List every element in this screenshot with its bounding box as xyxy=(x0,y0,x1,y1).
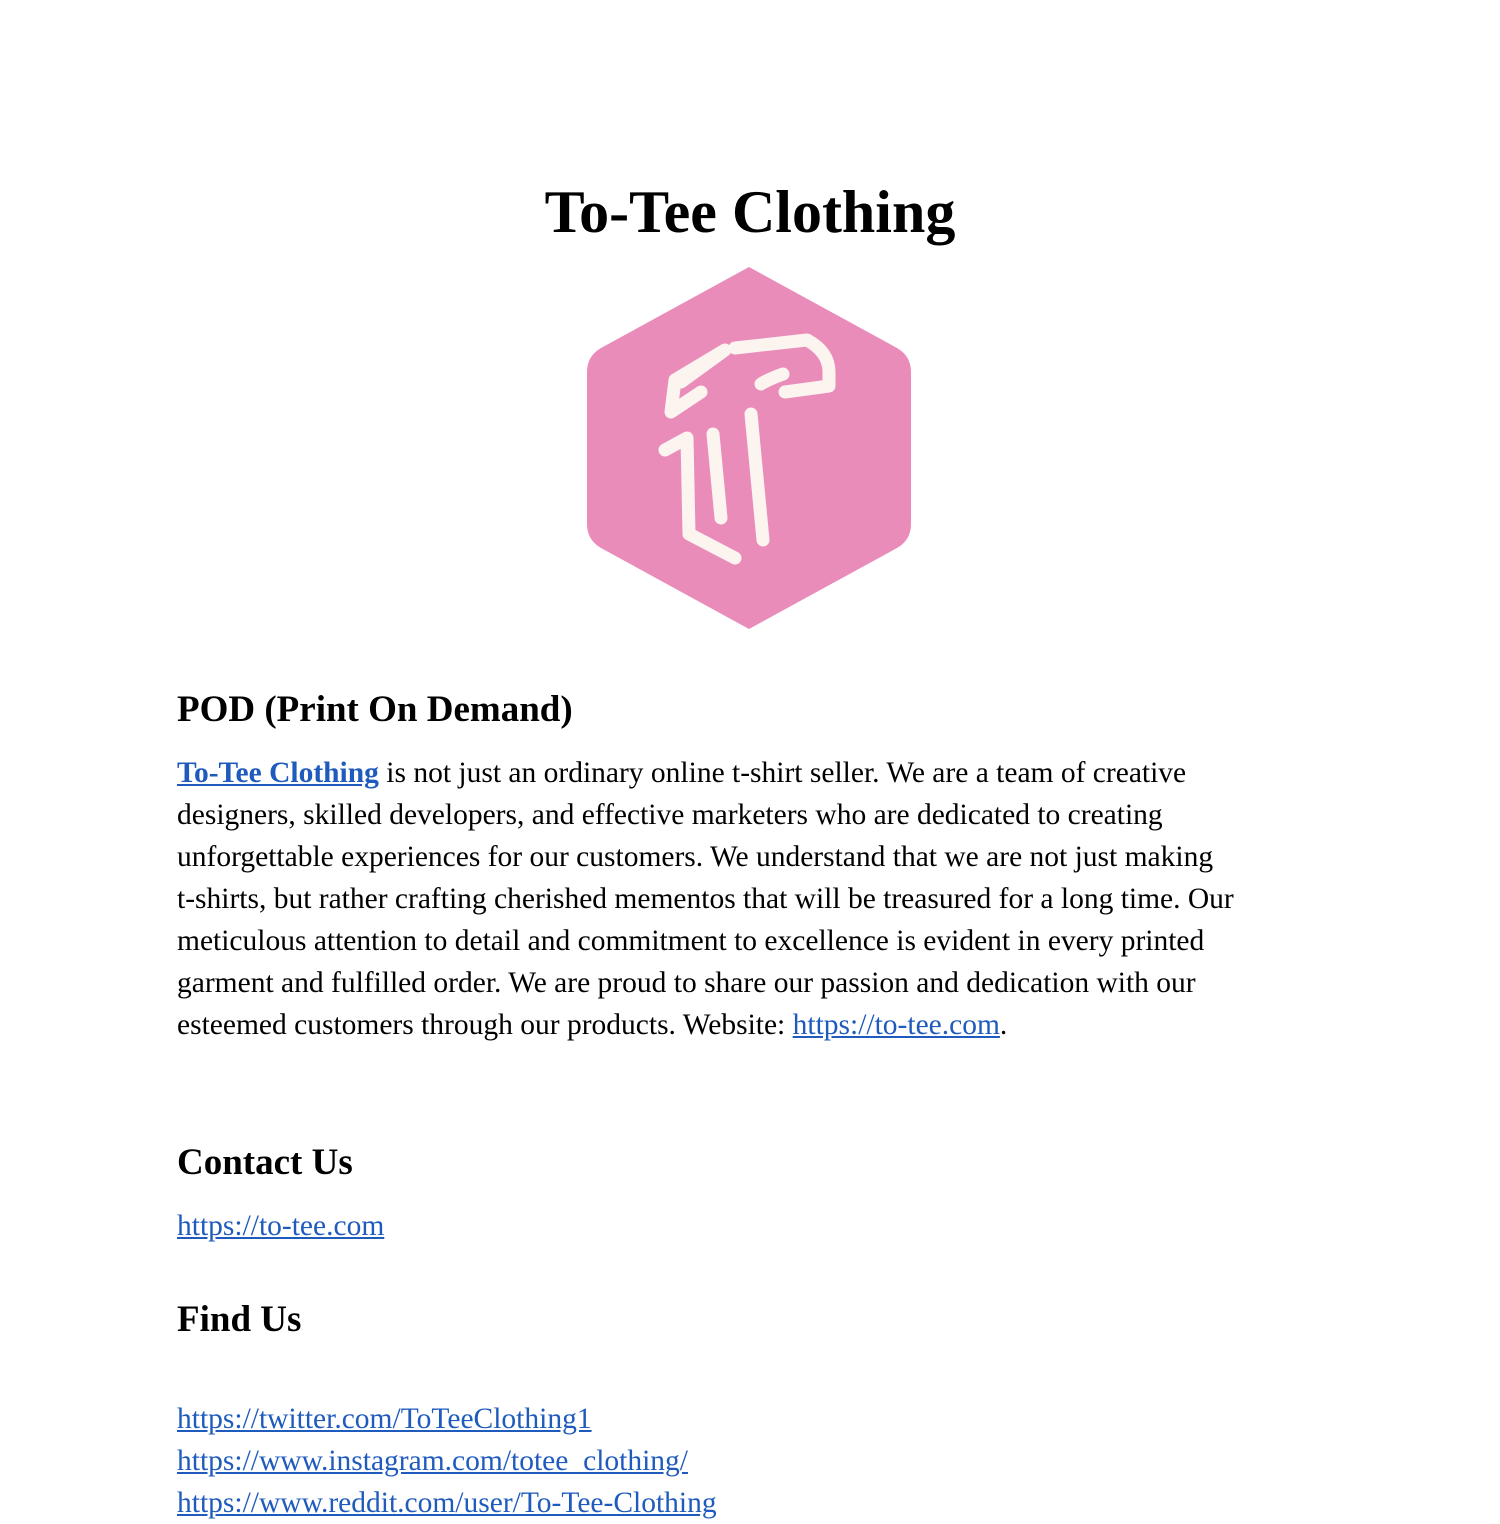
about-paragraph xyxy=(177,752,1337,1046)
t-monogram-hexagon-logo xyxy=(585,264,913,632)
paragraph-line-7 xyxy=(177,1004,1337,1046)
twitter-link[interactable]: https://twitter.com/ToTeeClothing1 xyxy=(177,1403,592,1435)
paragraph-line-3: unforgettable experiences for our customers. We understand that we are not just making xyxy=(177,841,1214,873)
find-us-heading: Find Us xyxy=(177,1299,302,1340)
website-link[interactable]: https://to-tee.com xyxy=(792,1009,1000,1041)
paragraph-line-1 xyxy=(177,752,1337,794)
paragraph-text: esteemed customers through our products. Website: xyxy=(177,1009,793,1041)
contact-website-link[interactable]: https://to-tee.com xyxy=(177,1210,385,1242)
instagram-link[interactable]: https://www.instagram.com/totee_clothing/ xyxy=(177,1445,688,1477)
contact-heading: Contact Us xyxy=(177,1142,353,1183)
paragraph-line-2: designers, skilled developers, and effective marketers who are dedicated to creating xyxy=(177,799,1163,831)
pod-heading: POD (Print On Demand) xyxy=(177,689,573,730)
paragraph-text: is not just an ordinary online t-shirt seller. We are a team of creative xyxy=(378,757,1187,789)
paragraph-trailing-period: . xyxy=(999,1009,1008,1041)
document-title: To-Tee Clothing xyxy=(544,179,956,245)
reddit-link[interactable]: https://www.reddit.com/user/To-Tee-Clothing xyxy=(177,1487,717,1519)
paragraph-line-5: meticulous attention to detail and commitment to excellence is evident in every printed xyxy=(177,925,1205,957)
paragraph-line-4: t-shirts, but rather crafting cherished mementos that will be treasured for a long time. Our xyxy=(177,883,1234,915)
paragraph-line-6: garment and fulfilled order. We are proud to share our passion and dedication with our xyxy=(177,967,1196,999)
brand-link[interactable]: To-Tee Clothing xyxy=(177,757,379,789)
